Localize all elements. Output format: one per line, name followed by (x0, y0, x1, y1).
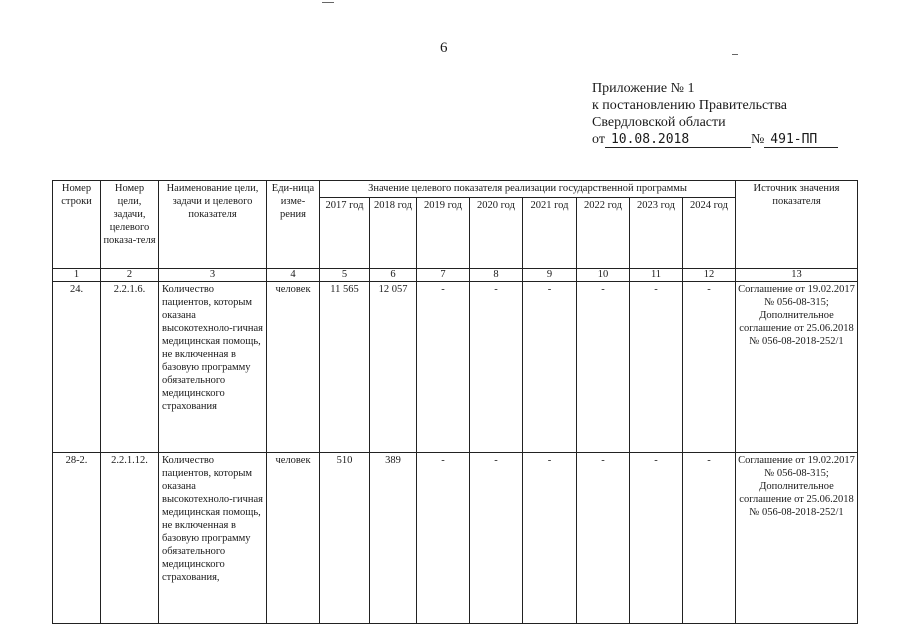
value-cell: - (523, 453, 577, 624)
value-cell: - (523, 282, 577, 453)
page-number: 6 (440, 40, 448, 56)
unit: человек (267, 282, 320, 453)
value-cell: - (417, 282, 470, 453)
indicator-code: 2.2.1.6. (101, 282, 159, 453)
scan-artifact (732, 54, 738, 55)
column-number: 11 (630, 269, 683, 282)
value-cell: - (577, 453, 630, 624)
table-row (53, 453, 858, 624)
column-number: 12 (683, 269, 736, 282)
column-number: 13 (736, 269, 858, 282)
column-number: 9 (523, 269, 577, 282)
column-number: 7 (417, 269, 470, 282)
column-number-row (53, 269, 858, 282)
value-cell: 12 057 (370, 282, 417, 453)
indicators-table (52, 180, 858, 624)
column-number: 2 (101, 269, 159, 282)
value-cell: 510 (320, 453, 370, 624)
appendix-title: Приложение № 1 (592, 81, 695, 96)
appendix-header (592, 80, 838, 148)
header-goal-number: Номер цели, задачи, целевого показа-теля (101, 181, 159, 269)
header-year: 2023 год (630, 198, 683, 269)
header-year: 2021 год (523, 198, 577, 269)
value-cell: - (683, 282, 736, 453)
value-cell: - (417, 453, 470, 624)
value-cell: - (470, 282, 523, 453)
header-source: Источник значения показателя (736, 181, 858, 269)
source-cell: Соглашение от 19.02.2017 № 056-08-315; Дополнительное соглашение от 25.06.2018 № 056-08-2018-252/1 (736, 453, 858, 624)
header-year: 2020 год (470, 198, 523, 269)
value-cell: - (470, 453, 523, 624)
indicator-name: Количество пациентов, которым оказана высокотехноло-гичная медицинская помощь, не включенная в базовую программу обязательного медицинского страхования, (159, 453, 267, 624)
date-field: 10.08.2018 (605, 132, 751, 148)
header-year: 2019 год (417, 198, 470, 269)
header-year: 2018 год (370, 198, 417, 269)
header-year: 2017 год (320, 198, 370, 269)
value-cell: - (630, 453, 683, 624)
row-number: 24. (53, 282, 101, 453)
unit: человек (267, 453, 320, 624)
value-cell: - (577, 282, 630, 453)
source-cell: Соглашение от 19.02.2017 № 056-08-315; Дополнительное соглашение от 25.06.2018 № 056-08-2018-252/1 (736, 282, 858, 453)
column-number: 1 (53, 269, 101, 282)
row-number: 28-2. (53, 453, 101, 624)
number-prefix: № (750, 132, 765, 147)
header-row-number: Номер строки (53, 181, 101, 269)
header-year: 2024 год (683, 198, 736, 269)
header-year: 2022 год (577, 198, 630, 269)
appendix-region: Свердловской области (592, 115, 726, 130)
indicator-name: Количество пациентов, которым оказана высокотехноло-гичная медицинская помощь, не включенная в базовую программу обязательного медицинского страхования (159, 282, 267, 453)
date-prefix: от (592, 132, 605, 147)
scan-artifact (322, 2, 334, 3)
header-name: Наименование цели, задачи и целевого показателя (159, 181, 267, 269)
column-number: 6 (370, 269, 417, 282)
appendix-date-line (592, 131, 838, 148)
value-cell: 11 565 (320, 282, 370, 453)
header-unit: Еди-ница изме-рения (267, 181, 320, 269)
column-number: 5 (320, 269, 370, 282)
column-number: 4 (267, 269, 320, 282)
header-values-group: Значение целевого показателя реализации государственной программы (320, 181, 736, 198)
column-number: 3 (159, 269, 267, 282)
table-row (53, 282, 858, 453)
indicator-code: 2.2.1.12. (101, 453, 159, 624)
column-number: 10 (577, 269, 630, 282)
value-cell: - (683, 453, 736, 624)
column-number: 8 (470, 269, 523, 282)
number-field: 491-ПП (764, 132, 838, 148)
value-cell: 389 (370, 453, 417, 624)
value-cell: - (630, 282, 683, 453)
appendix-resolution: к постановлению Правительства (592, 98, 788, 113)
